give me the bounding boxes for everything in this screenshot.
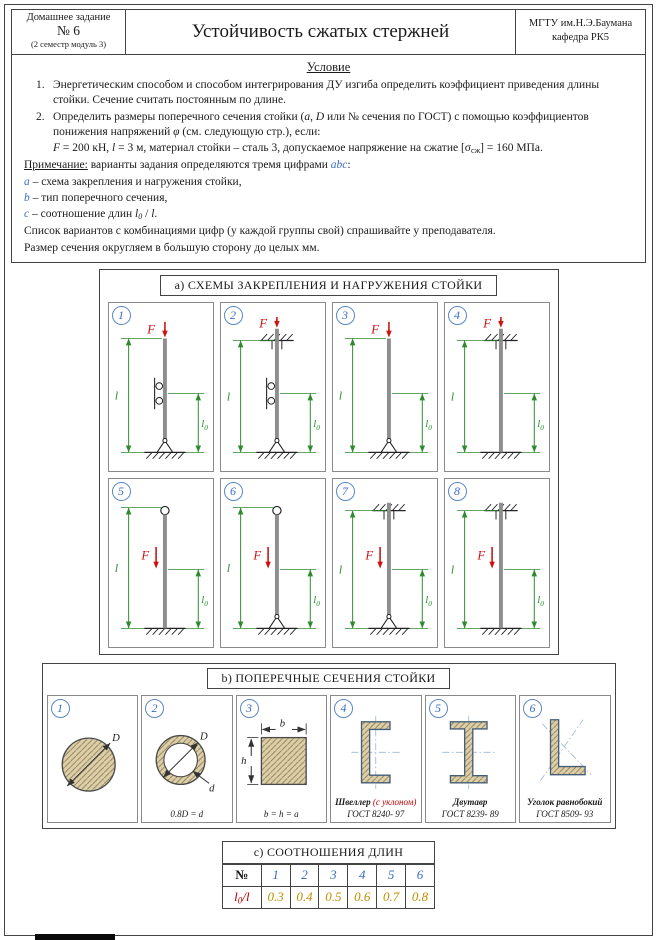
svg-text:F: F	[476, 548, 485, 563]
ratio-number-cell: 1	[261, 864, 290, 886]
scheme-number-badge: 3	[336, 306, 355, 325]
item-number: 2.	[36, 110, 45, 123]
section-caption: Уголок равнобокий	[527, 797, 603, 808]
cross-section-2	[141, 695, 233, 823]
scheme-diagram	[221, 490, 325, 645]
svg-text:D: D	[111, 732, 120, 745]
svg-text:l0: $l_0$	[312, 417, 320, 433]
svg-text:l0: $l_0$	[312, 593, 320, 609]
scheme-diagram	[109, 314, 213, 469]
condition-item-2	[36, 110, 637, 141]
scheme-diagram	[445, 314, 549, 469]
svg-text:F: F	[370, 322, 379, 337]
department-name: кафедра РК5	[552, 31, 609, 43]
cross-section-6	[519, 695, 611, 823]
svg-text:F: F	[252, 548, 261, 563]
svg-text:h: h	[240, 755, 246, 768]
bottom-edge-mark	[35, 934, 115, 940]
svg-text:l: l	[338, 563, 342, 577]
ratios-title: c) СООТНОШЕНИЯ ДЛИН	[222, 841, 435, 864]
note-line: Примечание: варианты задания определяются тремя цифрами abc:	[24, 159, 351, 172]
section-caption: 0.8D = d	[170, 808, 204, 819]
section-caption: Швеллер (с уклоном)	[335, 797, 417, 808]
cross-sections-title: b) ПОПЕРЕЧНЫЕ СЕЧЕНИЯ СТОЙКИ	[207, 668, 451, 689]
header	[11, 9, 646, 55]
scheme-number-badge: 2	[224, 306, 243, 325]
scheme-number-badge: 8	[448, 482, 467, 501]
ratio-number-cell: 5	[377, 864, 406, 886]
scheme-diagram	[109, 490, 213, 645]
section-caption: ГОСТ 8240- 97	[347, 808, 405, 819]
svg-text:b: b	[279, 717, 285, 730]
svg-text:F: F	[146, 322, 155, 337]
section-number-badge: 2	[145, 699, 164, 718]
ratio-value-cell: 0.4	[290, 886, 319, 908]
svg-text:l: l	[450, 563, 454, 577]
svg-text:F: F	[140, 548, 149, 563]
condition-item-1-text: Энергетическим способом и способом интегрирования ДУ изгиба определить коэффициент приведения длины стойки. Сечение считать постоянным по длине.	[53, 78, 600, 107]
ratio-label-cell: $l_0/l$	[223, 886, 262, 908]
scheme-8	[444, 478, 550, 648]
cross-sections-row	[47, 695, 611, 823]
assignment-number: № 6	[56, 23, 80, 38]
ratio-number-cell: 6	[406, 864, 435, 886]
cross-sections-section	[42, 663, 616, 829]
scheme-3	[332, 302, 438, 472]
scheme-1	[108, 302, 214, 472]
rounding-line: Размер сечения округляем в большую сторону до целых мм.	[24, 241, 320, 254]
section-caption: ГОСТ 8239- 89	[441, 808, 499, 819]
assignment-label: Домашнее задание	[26, 12, 111, 23]
schemes-section	[99, 269, 559, 655]
condition-item-1	[36, 78, 637, 109]
conditions-heading-text: Условие	[306, 60, 351, 74]
page	[4, 4, 653, 936]
scheme-7	[332, 478, 438, 648]
variants-line: Список вариантов с комбинациями цифр (у каждой группы свой) спрашивайте у преподавателя.	[24, 225, 496, 238]
ratio-value-cell: 0.3	[261, 886, 290, 908]
ratio-number-cell: 2	[290, 864, 319, 886]
university-info	[515, 10, 645, 54]
conditions-heading	[20, 59, 637, 76]
section-caption: b = h = a	[263, 808, 299, 819]
svg-text:l0: $l_0$	[200, 593, 208, 609]
svg-text:d: d	[209, 782, 215, 795]
scheme-diagram	[445, 490, 549, 645]
ratio-value-cell: 0.7	[377, 886, 406, 908]
svg-text:l: l	[226, 561, 230, 575]
svg-text:F: F	[258, 316, 267, 331]
cross-section-3	[236, 695, 328, 823]
section-caption: Двутавр	[453, 797, 488, 808]
scheme-5	[108, 478, 214, 648]
ratio-value-cell: 0.8	[406, 886, 435, 908]
scheme-number-badge: 6	[224, 482, 243, 501]
svg-text:D: D	[199, 730, 208, 743]
svg-text:l0: $l_0$	[424, 593, 432, 609]
page-title: Устойчивость сжатых стержней	[191, 21, 450, 42]
ratios-section	[222, 841, 435, 909]
svg-text:l: l	[450, 390, 454, 404]
svg-text:l: l	[338, 389, 342, 403]
note-c-line: c – соотношение длин $l_0$ / l.	[24, 208, 158, 222]
assignment-info	[12, 10, 126, 54]
scheme-diagram	[221, 314, 325, 469]
svg-text:l: l	[114, 561, 118, 575]
university-name: МГТУ им.Н.Э.Баумана	[528, 18, 633, 29]
scheme-number-badge: 1	[112, 306, 131, 325]
scheme-number-badge: 5	[112, 482, 131, 501]
conditions-section	[11, 55, 646, 263]
svg-text:l0: $l_0$	[536, 417, 544, 433]
scheme-number-badge: 7	[336, 482, 355, 501]
scheme-number-badge: 4	[448, 306, 467, 325]
section-number-badge: 4	[334, 699, 353, 718]
scheme-2	[220, 302, 326, 472]
svg-text:l0: $l_0$	[424, 417, 432, 433]
svg-text:l: l	[226, 390, 230, 404]
section-number-badge: 3	[240, 699, 259, 718]
ratio-corner-cell: №	[223, 864, 262, 886]
ratio-number-cell: 3	[319, 864, 348, 886]
scheme-diagram	[333, 314, 437, 469]
note-a-line: a – схема закрепления и нагружения стойки,	[24, 175, 242, 188]
note-b-line: b – тип поперечного сечения,	[24, 191, 168, 204]
scheme-diagram	[333, 490, 437, 645]
schemes-grid	[103, 302, 555, 648]
cross-section-4	[330, 695, 422, 823]
svg-text:l0: $l_0$	[536, 593, 544, 609]
section-number-badge: 5	[429, 699, 448, 718]
cross-section-1	[47, 695, 139, 823]
svg-text:l: l	[114, 389, 118, 403]
item-number: 1.	[36, 78, 45, 91]
scheme-4	[444, 302, 550, 472]
ratio-number-cell: 4	[348, 864, 377, 886]
condition-item-2-text: Определить размеры поперечного сечения стойки (a, D или № сечения по ГОСТ) с помощью коэффициентов понижения напряжений φ (см. следующую стр.), если:	[53, 110, 589, 138]
scheme-6	[220, 478, 326, 648]
assignment-subtitle: (2 семестр модуль 3)	[30, 39, 107, 49]
section-caption: ГОСТ 8509- 93	[536, 808, 594, 819]
svg-text:F: F	[482, 316, 491, 331]
section-number-badge: 1	[51, 699, 70, 718]
given-values-line: F = 200 кН, l = 3 м, материал стойки – сталь 3, допускаемое напряжение на сжатие $[\sigma_{сж}] = 160$ МПа.	[53, 142, 543, 156]
ratio-value-cell: 0.6	[348, 886, 377, 908]
svg-text:F: F	[364, 548, 373, 563]
ratio-value-cell: 0.5	[319, 886, 348, 908]
cross-section-5	[425, 695, 517, 823]
section-number-badge: 6	[523, 699, 542, 718]
schemes-title: a) СХЕМЫ ЗАКРЕПЛЕНИЯ И НАГРУЖЕНИЯ СТОЙКИ	[160, 275, 498, 296]
svg-text:l0: $l_0$	[200, 417, 208, 433]
ratios-table	[222, 864, 435, 909]
